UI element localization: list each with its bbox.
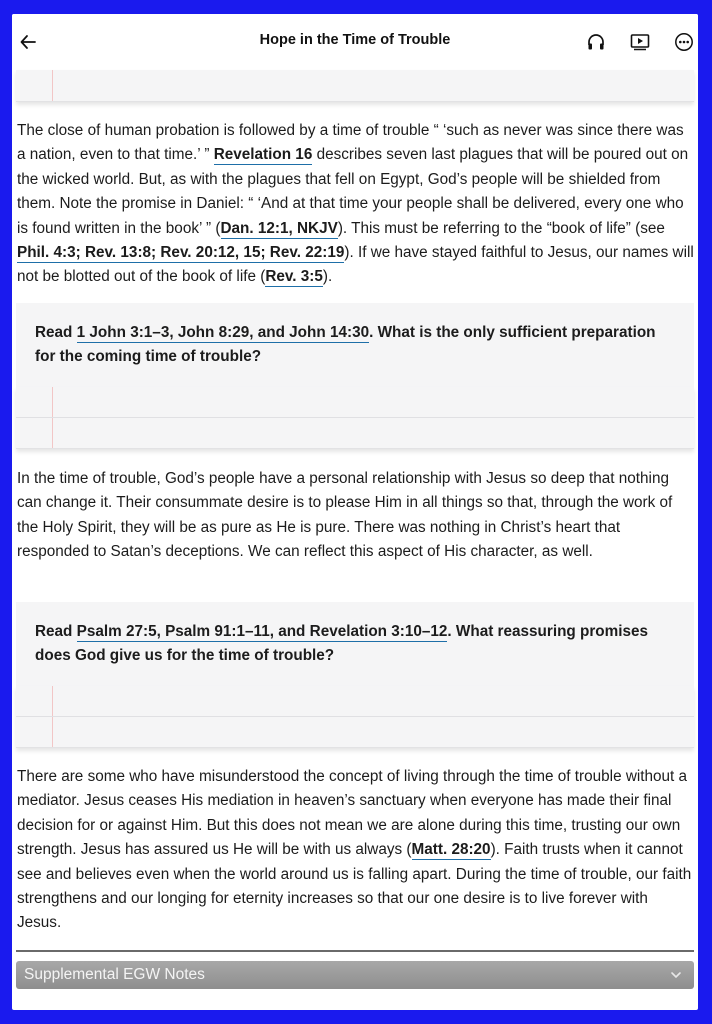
paragraph-text: ). Faith trusts when it cannot see and believes even when the world around us is falling apart. During the time of trouble, our faith strengthens and our longing for eternity increases so that our one desire is to live forever with Jesus. bbox=[17, 841, 692, 932]
question-text: Read bbox=[35, 623, 77, 640]
paragraph-text: ). bbox=[322, 268, 333, 286]
paragraph-text: ). This must be referring to the “book of life” (see bbox=[337, 219, 665, 237]
question-text: Read bbox=[35, 324, 77, 341]
notes-area-top[interactable] bbox=[16, 70, 694, 102]
paragraph-text: There are some who have misunderstood the concept of living through the time of trouble without a mediator. Jesus ceases His mediation in heaven’s sanctuary when everyone has made their final decision for or against Him. But this does not mean we are alone during this time, trusting our own strength. Jesus has assured us He will be with us always ( bbox=[17, 768, 688, 859]
bible-reference-link[interactable]: Revelation 16 bbox=[213, 146, 313, 164]
paragraph-text: describes seven last plagues that will be poured out on the wicked world. But, as with the plagues that fell on Egypt, God’s people will be shielded from them. Note the promise in Daniel: “ ‘And at that time your people shall be delivered, every one who is found written in the book’ ” ( bbox=[17, 146, 689, 237]
bible-reference-link[interactable]: 1 John 3:1–3, John 8:29, and John 14:30 bbox=[76, 324, 370, 341]
answer-notes-1[interactable] bbox=[16, 387, 694, 449]
question-1 bbox=[35, 321, 678, 370]
question-box-2 bbox=[16, 602, 694, 686]
answer-notes-2[interactable] bbox=[16, 686, 694, 748]
play-video-icon bbox=[630, 32, 650, 52]
headphones-icon bbox=[586, 32, 606, 52]
notes-margin-line bbox=[52, 70, 53, 101]
paragraph-2: In the time of trouble, God’s people have a personal relationship with Jesus so deep that nothing can change it. Their consummate desire is to please Him in all things so that, through the work of the Holy Spirit, they will be as pure as He is pure. There was nothing in Christ’s heart that responded to Satan’s deceptions. We can reflect this aspect of His character, as well. bbox=[17, 470, 673, 561]
audio-button[interactable] bbox=[584, 30, 608, 54]
section-divider bbox=[16, 950, 694, 952]
notes-rule bbox=[16, 716, 694, 717]
paragraph-3 bbox=[17, 765, 695, 936]
question-text: . What reassuring promises does God give us for the time of trouble? bbox=[35, 623, 649, 665]
bible-reference-link[interactable]: Rev. 3:5 bbox=[265, 268, 323, 286]
supplemental-egw-notes-toggle[interactable] bbox=[16, 961, 694, 989]
question-2 bbox=[35, 620, 678, 669]
chevron-down-icon bbox=[670, 969, 682, 981]
bible-reference-link[interactable]: Phil. 4:3; Rev. 13:8; Rev. 20:12, 15; Rev. 22:19 bbox=[17, 244, 345, 262]
bible-reference-link[interactable]: Psalm 27:5, Psalm 91:1–11, and Revelation 3:10–12 bbox=[76, 623, 448, 640]
video-button[interactable] bbox=[628, 30, 652, 54]
supplemental-label: Supplemental EGW Notes bbox=[24, 966, 205, 983]
bible-reference-link[interactable]: Dan. 12:1, NKJV bbox=[220, 219, 338, 237]
question-text: . What is the only sufficient preparation for the coming time of trouble? bbox=[35, 324, 656, 366]
page-title: Hope in the Time of Trouble bbox=[259, 32, 451, 48]
paragraph-1 bbox=[17, 119, 695, 290]
bible-reference-link[interactable]: Matt. 28:20 bbox=[411, 841, 491, 859]
top-bar bbox=[12, 14, 698, 70]
reader-screen bbox=[12, 14, 698, 1010]
more-button[interactable] bbox=[672, 30, 696, 54]
paragraph-text: ). If we have stayed faithful to Jesus, our names will not be blotted out of the book of life ( bbox=[17, 244, 694, 286]
more-horizontal-icon bbox=[674, 32, 694, 52]
paragraph-text: The close of human probation is followed by a time of trouble “ ‘such as never was since there was a nation, even to that time.’ ” bbox=[17, 122, 684, 164]
question-box-1 bbox=[16, 303, 694, 387]
notes-rule bbox=[16, 417, 694, 418]
